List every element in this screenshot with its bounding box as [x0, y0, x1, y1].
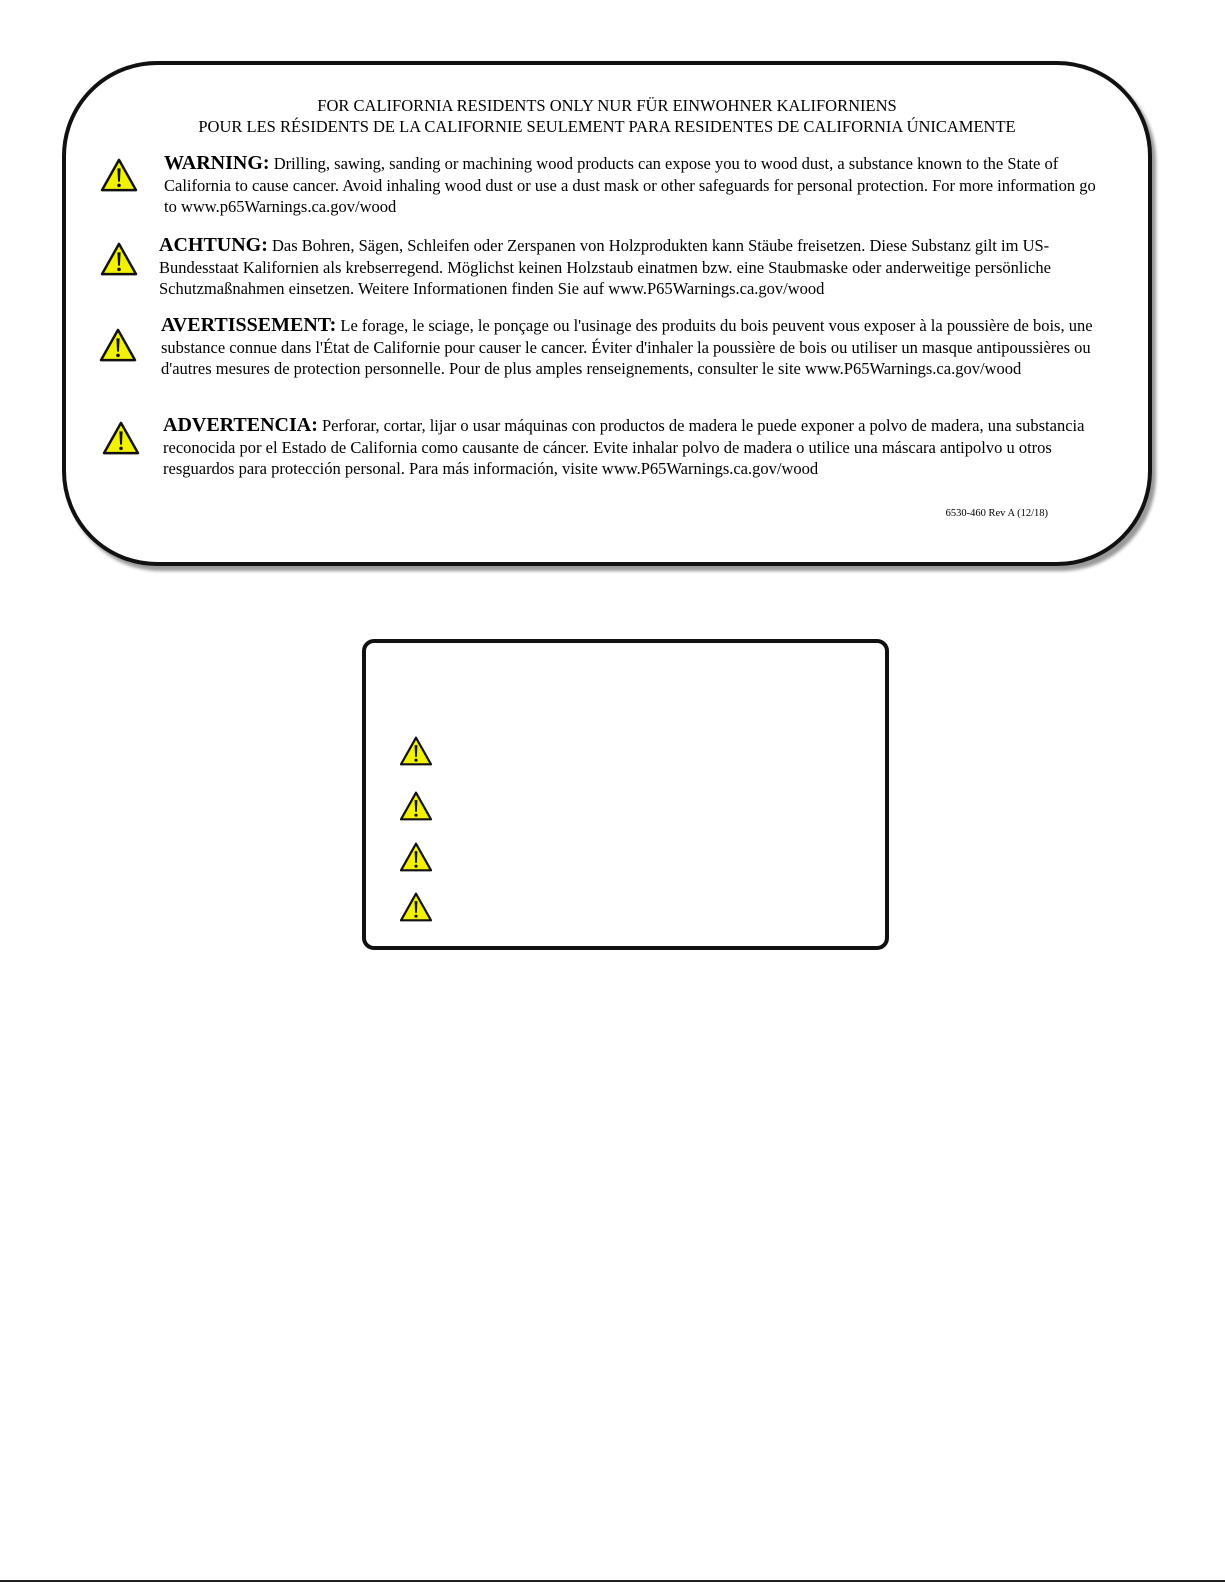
warning-triangle-icon: [399, 791, 433, 821]
warning-body: Das Bohren, Sägen, Schleifen oder Zerspanen von Holzprodukten kann Stäube freisetzen. Diese Substanz gilt im US-Bundesstaat Kalifornien als krebserregend. Möglichst keinen Holzstaub einatmen bzw. eine Staubmaske oder anderweitige persönliche Schutzmaßnahmen einsetzen. Weitere Informationen finden Sie auf www.P65Warnings.ca.gov/wood: [159, 236, 1051, 298]
header-line-1: FOR CALIFORNIA RESIDENTS ONLY NUR FÜR EINWOHNER KALIFORNIENS: [317, 96, 897, 115]
warning-body: Perforar, cortar, lijar o usar máquinas con productos de madera le puede exponer a polvo de madera, una substancia reconocida por el Estado de California como causante de cáncer. Evite inhalar polvo de madera o utilice una máscara antipolvo u otros resguardos para protección personal. Para más información, visite www.P65Warnings.ca.gov/wood: [163, 416, 1085, 478]
warning-body: Drilling, sawing, sanding or machining wood products can expose you to wood dust, a substance known to the State of California to cause cancer. Avoid inhaling wood dust or use a dust mask or other safeguards for personal protection. For more information go to www.p65Warnings.ca.gov/wood: [164, 154, 1096, 216]
warning-lead: ADVERTENCIA:: [163, 414, 318, 436]
warning-french-text: [161, 315, 1108, 380]
warning-english-text: [164, 153, 1108, 218]
header-line-2: POUR LES RÉSIDENTS DE LA CALIFORNIE SEULEMENT PARA RESIDENTES DE CALIFORNIA ÚNICAMENTE: [198, 117, 1016, 136]
warning-triangle-icon: [399, 842, 433, 872]
warning-lead: AVERTISSEMENT:: [161, 314, 337, 336]
warning-triangle-icon: [99, 328, 137, 362]
warning-lead: WARNING:: [164, 152, 270, 174]
warning-triangle-icon: [100, 158, 138, 192]
warning-triangle-icon: [399, 736, 433, 766]
prop65-warning-label: [62, 61, 1152, 566]
page-bottom-rule: [0, 1580, 1225, 1582]
warning-spanish-text: [163, 415, 1108, 480]
warning-body: Le forage, le sciage, le ponçage ou l'usinage des produits du bois peuvent vous exposer à la poussière de bois, une substance connue dans l'État de Californie pour causer le cancer. Éviter d'inhaler la poussière de bois ou utiliser un masque antipoussières ou d'autres mesures de protection personnelle. Pour de plus amples renseignements, consulter le site www.P65Warnings.ca.gov/wood: [161, 316, 1093, 378]
warning-german-text: [159, 235, 1108, 300]
revision-code: 6530-460 Rev A (12/18): [945, 508, 1048, 519]
warning-lead: ACHTUNG:: [159, 234, 268, 256]
blank-warning-label: [362, 639, 889, 950]
warning-triangle-icon: [100, 242, 138, 276]
label-header: [66, 95, 1148, 137]
warning-triangle-icon: [102, 421, 140, 455]
warning-triangle-icon: [399, 892, 433, 922]
